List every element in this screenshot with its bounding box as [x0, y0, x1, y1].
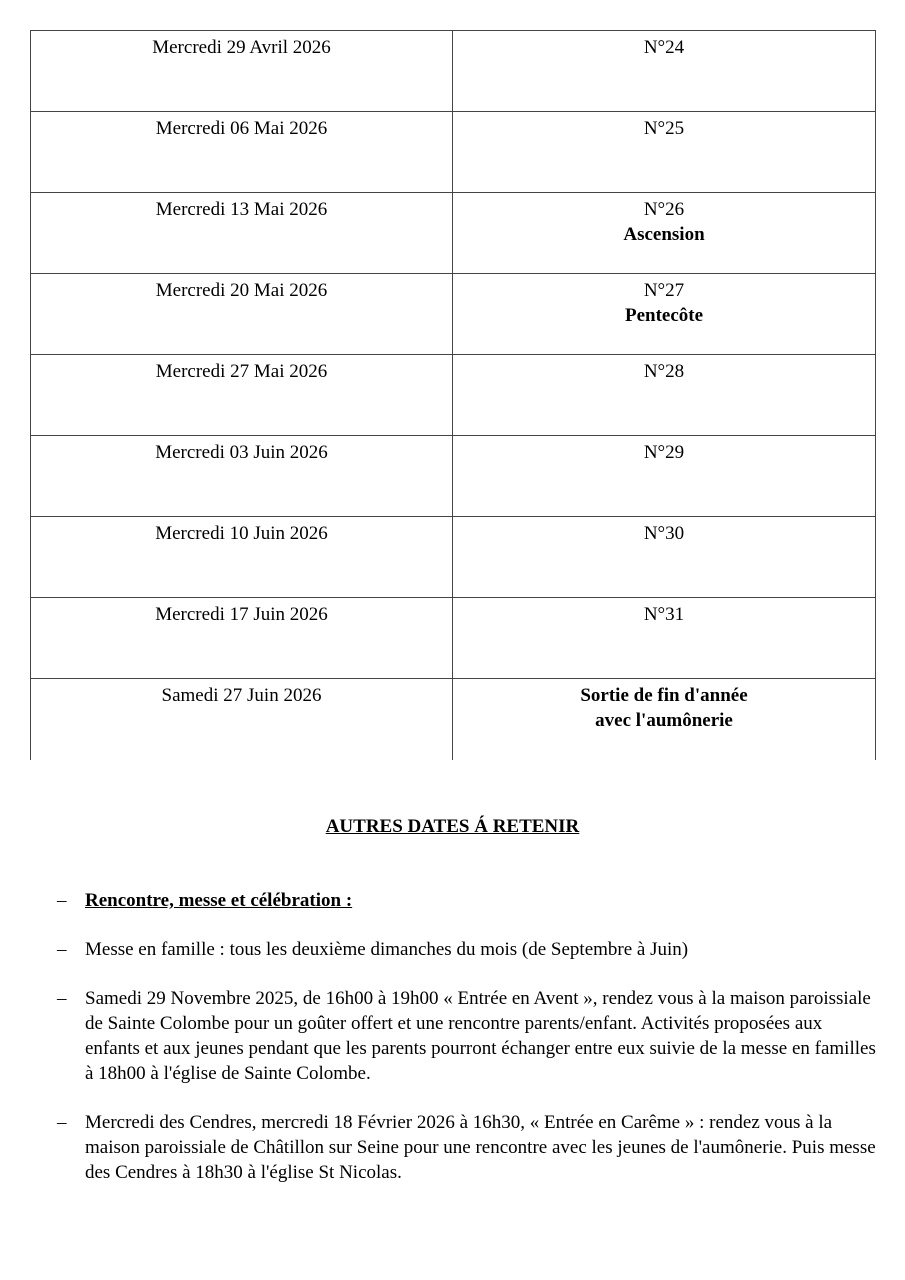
session-number: N°24 [643, 37, 685, 58]
session-cell [453, 598, 876, 679]
session-number: N°26 [643, 199, 685, 220]
date-cell: Mercredi 17 Juin 2026 [31, 598, 453, 679]
session-cell [453, 355, 876, 436]
session-cell [453, 112, 876, 193]
date-cell: Mercredi 06 Mai 2026 [31, 112, 453, 193]
date-cell: Mercredi 13 Mai 2026 [31, 193, 453, 274]
session-note: avec l'aumônerie [595, 710, 733, 731]
session-title: Sortie de fin d'année [580, 685, 748, 706]
session-cell [453, 436, 876, 517]
list-item-text: Messe en famille : tous les deuxième dimanches du mois (de Septembre à Juin) [85, 939, 689, 960]
section-title: AUTRES DATES Á RETENIR [325, 816, 580, 837]
table-row [31, 436, 876, 517]
session-number: N°29 [643, 442, 685, 463]
date-cell: Mercredi 10 Juin 2026 [31, 517, 453, 598]
session-number: N°27 [643, 280, 685, 301]
list-heading-text: Rencontre, messe et célébration : [85, 890, 353, 911]
dash-bullet: – [57, 890, 67, 911]
schedule-table [30, 30, 876, 760]
table-row [31, 193, 876, 274]
list-item-text: Samedi 29 Novembre 2025, de 16h00 à 19h00 « Entrée en Avent », rendez vous à la maison paroissiale de Sainte Colombe pour un goûter offert et une rencontre parents/enfant. Activités proposées aux enfants et aux jeunes pendant que les parents pourront échanger entre eux suivie de la messe en familles à 18h00 à l'église de Sainte Colombe. [85, 988, 876, 1084]
list-item [57, 1110, 877, 1185]
session-number: N°30 [643, 523, 685, 544]
session-cell [453, 679, 876, 760]
table-row [31, 517, 876, 598]
table-row [31, 31, 876, 112]
date-cell: Mercredi 03 Juin 2026 [31, 436, 453, 517]
table-row [31, 679, 876, 760]
dash-bullet: – [57, 1112, 67, 1133]
session-note: Ascension [623, 224, 705, 245]
session-number: N°25 [643, 118, 685, 139]
date-cell: Samedi 27 Juin 2026 [31, 679, 453, 760]
session-note: Pentecôte [624, 305, 704, 326]
list-item [57, 937, 877, 962]
session-cell [453, 193, 876, 274]
date-cell: Mercredi 27 Mai 2026 [31, 355, 453, 436]
table-row [31, 274, 876, 355]
session-cell [453, 274, 876, 355]
session-cell [453, 517, 876, 598]
session-number: N°28 [643, 361, 685, 382]
dash-bullet: – [57, 988, 67, 1009]
dash-bullet: – [57, 939, 67, 960]
table-row [31, 112, 876, 193]
session-cell [453, 31, 876, 112]
list-item-text: Mercredi des Cendres, mercredi 18 Février 2026 à 16h30, « Entrée en Carême » : rendez vous à la maison paroissiale de Châtillon sur Seine pour une rencontre avec les jeunes de l'aumônerie. Puis messe des Cendres à 18h30 à l'église St Nicolas. [85, 1112, 876, 1183]
list-item [57, 986, 877, 1086]
dates-list [57, 888, 877, 1209]
date-cell: Mercredi 29 Avril 2026 [31, 31, 453, 112]
date-cell: Mercredi 20 Mai 2026 [31, 274, 453, 355]
list-heading [57, 888, 877, 913]
session-number: N°31 [643, 604, 685, 625]
table-row [31, 598, 876, 679]
table-row [31, 355, 876, 436]
